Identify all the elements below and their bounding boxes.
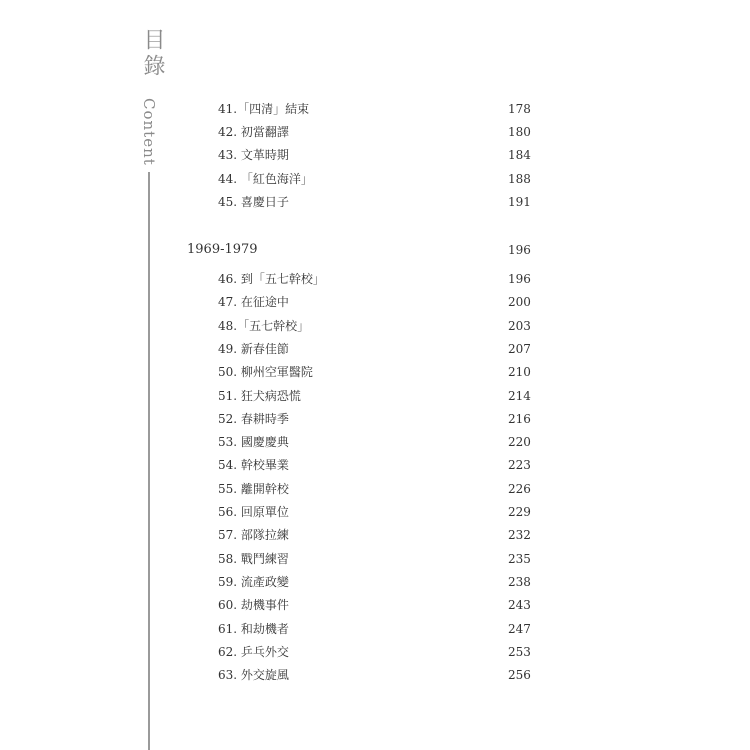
toc-entry-row[interactable]	[0, 479, 750, 499]
toc-entry-label: 56. 回原單位	[218, 505, 289, 519]
toc-entry-row[interactable]	[0, 619, 750, 639]
toc-entry-page-number: 256	[508, 668, 531, 682]
toc-entry-page-number: 196	[508, 272, 531, 286]
toc-entry-label: 50. 柳州空軍醫院	[218, 365, 313, 379]
toc-entry-row[interactable]	[0, 502, 750, 522]
toc-entry-label: 43. 文革時期	[218, 148, 289, 162]
toc-entry-label: 53. 國慶慶典	[218, 435, 289, 449]
toc-entry-page-number: 247	[508, 622, 531, 636]
toc-entry-label: 62. 乒乓外交	[218, 645, 289, 659]
toc-entry-row[interactable]	[0, 145, 750, 165]
toc-entry-label: 63. 外交旋風	[218, 668, 289, 682]
toc-entry-label: 49. 新春佳節	[218, 342, 289, 356]
toc-entry-label: 52. 春耕時季	[218, 412, 289, 426]
toc-entry-label: 48.「五七幹校」	[218, 319, 310, 333]
toc-entry-row[interactable]	[0, 432, 750, 452]
toc-section-label: 1969-1979	[187, 242, 258, 257]
toc-entry-label: 45. 喜慶日子	[218, 195, 289, 209]
toc-entry-page-number: 223	[508, 458, 531, 472]
toc-entry-page-number: 238	[508, 575, 531, 589]
toc-entry-page-number: 184	[508, 148, 531, 162]
toc-entry-row[interactable]	[0, 665, 750, 685]
toc-entry-row[interactable]	[0, 525, 750, 545]
toc-entry-page-number: 191	[508, 195, 531, 209]
toc-entry-row[interactable]	[0, 122, 750, 142]
toc-entry-label: 51. 狂犬病恐慌	[218, 389, 301, 403]
toc-entry-label: 60. 劫機事件	[218, 598, 289, 612]
toc-entry-page-number: 188	[508, 172, 531, 186]
toc-section-page-number: 196	[508, 243, 531, 257]
toc-entry-row[interactable]	[0, 362, 750, 382]
toc-entry-label: 61. 和劫機者	[218, 622, 289, 636]
toc-entry-page-number: 207	[508, 342, 531, 356]
toc-entry-label: 59. 流產政變	[218, 575, 289, 589]
toc-entry-label: 46. 到「五七幹校」	[218, 272, 325, 286]
toc-entry-label: 47. 在征途中	[218, 295, 289, 309]
toc-entry-row[interactable]	[0, 292, 750, 312]
toc-entry-page-number: 178	[508, 102, 531, 116]
toc-section-row[interactable]	[0, 240, 750, 260]
toc-heading-english: Content	[140, 98, 158, 166]
toc-entry-row[interactable]	[0, 339, 750, 359]
toc-entry-page-number: 200	[508, 295, 531, 309]
toc-entry-row[interactable]	[0, 595, 750, 615]
toc-entry-label: 58. 戰鬥練習	[218, 552, 289, 566]
toc-entry-row[interactable]	[0, 269, 750, 289]
toc-entry-label: 57. 部隊拉練	[218, 528, 289, 542]
toc-entry-page-number: 253	[508, 645, 531, 659]
toc-entry-label: 44. 「紅色海洋」	[218, 172, 313, 186]
toc-entry-page-number: 232	[508, 528, 531, 542]
toc-entry-page-number: 210	[508, 365, 531, 379]
toc-entry-row[interactable]	[0, 455, 750, 475]
toc-entry-page-number: 229	[508, 505, 531, 519]
toc-entry-row[interactable]	[0, 409, 750, 429]
toc-entry-page-number: 226	[508, 482, 531, 496]
toc-entry-row[interactable]	[0, 549, 750, 569]
toc-entry-page-number: 243	[508, 598, 531, 612]
toc-entry-label: 41.「四清」結束	[218, 102, 310, 116]
toc-entry-page-number: 180	[508, 125, 531, 139]
toc-entry-page-number: 235	[508, 552, 531, 566]
toc-entry-page-number: 214	[508, 389, 531, 403]
toc-entry-page-number: 203	[508, 319, 531, 333]
toc-heading-chinese-text: 目錄	[140, 28, 165, 80]
toc-entry-row[interactable]	[0, 192, 750, 212]
toc-entry-row[interactable]	[0, 386, 750, 406]
toc-entry-row[interactable]	[0, 169, 750, 189]
toc-entry-label: 55. 離開幹校	[218, 482, 289, 496]
toc-entry-label: 42. 初當翻譯	[218, 125, 289, 139]
toc-entry-page-number: 220	[508, 435, 531, 449]
toc-entry-row[interactable]	[0, 572, 750, 592]
toc-entry-row[interactable]	[0, 642, 750, 662]
toc-entry-page-number: 216	[508, 412, 531, 426]
toc-entry-label: 54. 幹校畢業	[218, 458, 289, 472]
toc-entry-row[interactable]	[0, 99, 750, 119]
toc-entry-row[interactable]	[0, 316, 750, 336]
